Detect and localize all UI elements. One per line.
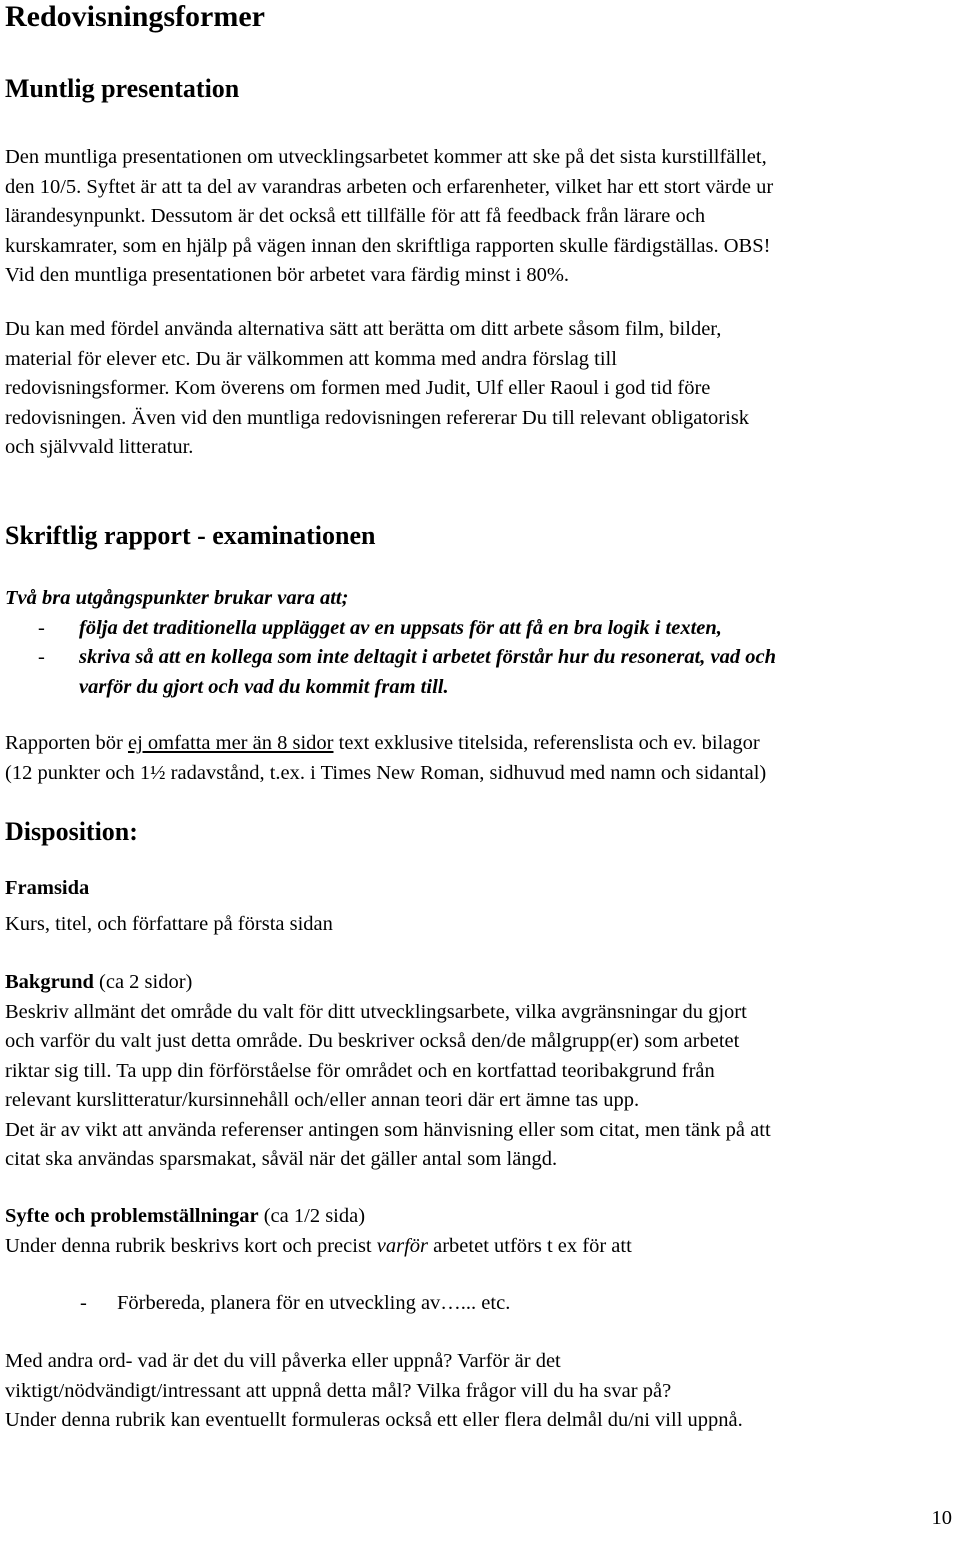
text-line: Vid den muntliga presentationen bör arbetet vara färdig minst i 80%. (5, 264, 570, 286)
text-line: lärandesynpunkt. Dessutom är det också ett tillfälle för att få feedback från lärare och (5, 205, 706, 227)
list-dash: - (38, 646, 45, 668)
heading-disposition: Disposition: (5, 817, 138, 846)
document-title: Redovisningsformer (5, 0, 265, 33)
syfte-text-pre: Under denna rubrik beskrivs kort och precist (5, 1234, 377, 1257)
list-item-text: följa det traditionella upplägget av en uppsats för att få en bra logik i texten, (79, 616, 722, 639)
rapport-paragraph (5, 729, 955, 788)
text-line: Det är av vikt att använda referenser antingen som hänvisning eller som citat, men tänk på att (5, 1118, 771, 1141)
text-line: Beskriv allmänt det område du valt för ditt utvecklingsarbete, vilka avgränsningar du gjort (5, 1000, 747, 1023)
framsida-section (5, 874, 955, 939)
framsida-heading: Framsida (5, 877, 90, 899)
muntlig-paragraph-2 (5, 315, 955, 463)
syfte-title-line (5, 1202, 955, 1232)
syfte-list (5, 1289, 955, 1319)
text-line: Den muntliga presentationen om utvecklingsarbetet kommer att ske på det sista kurstillfället, (5, 146, 767, 168)
text-line: relevant kurslitteratur/kursinnehåll och/eller annan teori där ert ämne tas upp. (5, 1089, 640, 1111)
text-line: Under denna rubrik kan eventuellt formuleras också ett eller flera delmål du/ni vill uppnå. (5, 1409, 743, 1431)
bakgrund-heading: Bakgrund (5, 971, 94, 993)
rapport-text-underlined: ej omfatta mer än 8 sidor (127, 732, 334, 754)
text-line: material för elever etc. Du är välkommen att komma med andra förslag till (5, 347, 617, 370)
list-item-text: Förbereda, planera för en utveckling av…... etc. (117, 1292, 511, 1314)
text-line: Med andra ord- vad är det du vill påverka eller uppnå? Varför är det (5, 1350, 561, 1372)
closing-paragraph (5, 1347, 955, 1436)
points-intro: Två bra utgångspunkter brukar vara att; (5, 587, 349, 609)
syfte-text-post: arbetet utförs t ex för att (428, 1234, 632, 1257)
list-item (5, 643, 955, 673)
syfte-text-italic: varför (376, 1234, 428, 1257)
framsida-text: Kurs, titel, och författare på första sidan (5, 912, 333, 935)
syfte-note: (ca 1/2 sida) (258, 1205, 366, 1227)
syfte-section (5, 1202, 955, 1261)
list-item (5, 614, 955, 644)
text-line: citat ska användas sparsmakat, såväl när det gäller antal som längd. (5, 1148, 558, 1170)
text-line: redovisningen. Även vid den muntliga redovisningen refererar Du till relevant obligatorisk (5, 406, 750, 429)
text-line: den 10/5. Syftet är att ta del av varandras arbeten och erfarenheter, vilket har ett stort värde ur (5, 175, 774, 198)
list-dash: - (38, 616, 45, 639)
list-item (5, 1289, 955, 1319)
rapport-text-post: text exklusive titelsida, referenslista och ev. bilagor (333, 732, 760, 754)
text-line: och varför du valt just detta område. Du beskriver också den/de målgrupp(er) som arbetet (5, 1030, 740, 1052)
text-line: redovisningsformer. Kom överens om formen med Judit, Ulf eller Raoul i god tid före (5, 377, 711, 399)
bakgrund-title-line (5, 968, 955, 998)
text-line (5, 729, 955, 759)
text-line: kurskamrater, som en hjälp på vägen innan den skriftliga rapporten skulle färdigställas. OBS! (5, 234, 771, 257)
text-line (5, 1232, 955, 1262)
bakgrund-section (5, 968, 955, 1175)
rapport-text-pre: Rapporten bör (5, 732, 128, 754)
list-item-continuation: varför du gjort och vad du kommit fram till. (79, 675, 449, 698)
skriftlig-points (5, 584, 955, 702)
heading-skriftlig: Skriftlig rapport - examinationen (5, 521, 376, 550)
text-line: och självvald litteratur. (5, 436, 194, 458)
text-line: (12 punkter och 1½ radavstånd, t.ex. i Times New Roman, sidhuvud med namn och sidantal) (5, 761, 767, 784)
text-line: viktigt/nödvändigt/intressant att uppnå detta mål? Vilka frågor vill du ha svar på? (5, 1379, 672, 1402)
text-line: riktar sig till. Ta upp din förförståelse för området och en kortfattad teoribakgrund från (5, 1059, 715, 1082)
muntlig-paragraph-1 (5, 143, 955, 291)
text-line: Du kan med fördel använda alternativa sätt att berätta om ditt arbete såsom film, bilder, (5, 318, 722, 340)
page-number: 10 (931, 1507, 952, 1529)
syfte-heading: Syfte och problemställningar (5, 1205, 259, 1227)
list-dash: - (80, 1292, 87, 1314)
list-item-text: skriva så att en kollega som inte deltagit i arbetet förstår hur du resonerat, vad och (79, 646, 777, 668)
bakgrund-note: (ca 2 sidor) (93, 971, 193, 993)
heading-muntlig: Muntlig presentation (5, 74, 240, 103)
